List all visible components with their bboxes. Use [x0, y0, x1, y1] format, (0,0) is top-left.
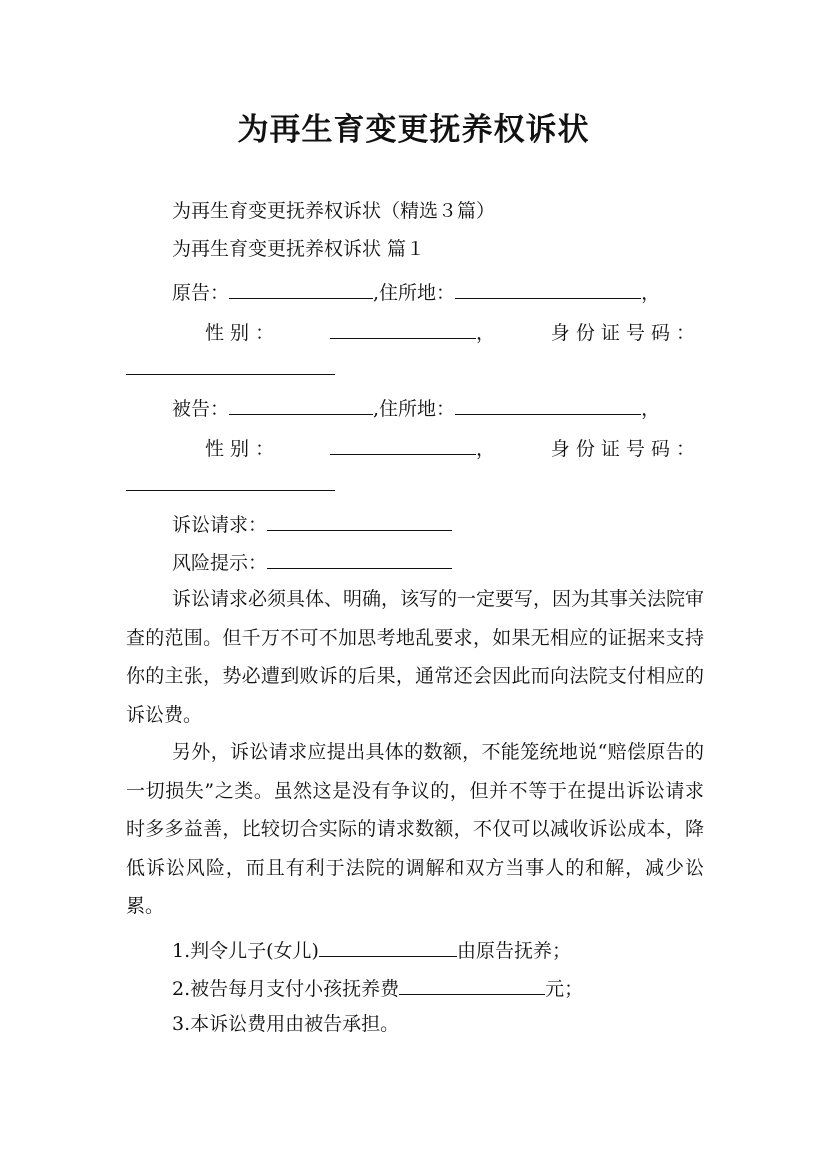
- claim-item-2-suffix: 元；: [545, 978, 584, 1000]
- support-amount-blank: [399, 976, 545, 995]
- defendant-gender-blank: [330, 436, 476, 455]
- plaintiff-residence-label: ,住所地：: [373, 282, 456, 304]
- plaintiff-gender-blank: [330, 320, 476, 339]
- defendant-id-label: 身 份 证 号 码 ：: [550, 438, 695, 460]
- plaintiff-name-blank: [229, 280, 373, 299]
- child-name-blank: [319, 938, 457, 957]
- claims-blank: [267, 512, 452, 531]
- plaintiff-label: 原告：: [172, 282, 230, 304]
- claim-item-1-suffix: 由原告抚养；: [456, 940, 571, 962]
- plaintiff-gender-field: [330, 318, 495, 345]
- defendant-line: [172, 396, 660, 419]
- paragraph-claims-guidance: 诉讼请求必须具体、明确，该写的一定要写，因为其事关法院审查的范围。但千万不可不加思考地乱要求，如果无相应的证据来支持你的主张，势必遭到败诉的后果，通常还会因此而向法院支付相应的诉讼费。: [126, 588, 705, 726]
- plaintiff-line: [172, 280, 660, 303]
- section-heading: 为再生育变更抚养权诉状 篇１: [172, 238, 426, 260]
- plaintiff-id-blank: [126, 374, 335, 375]
- risk-line: [172, 550, 452, 573]
- claim-item-3: 3.本诉讼费用由被告承担。: [172, 1013, 400, 1035]
- risk-blank: [267, 550, 452, 569]
- defendant-end-comma: ，: [641, 398, 661, 420]
- paragraph-amount-guidance: 另外，诉讼请求应提出具体的数额，不能笼统地说“赔偿原告的一切损失”之类。虽然这是没有争议的，但并不等于在提出诉讼请求时多多益善，比较切合实际的请求数额，不仅可以减收诉讼成本，降低诉讼风险，而且有利于法院的调解和双方当事人的和解，减少讼累。: [126, 741, 704, 917]
- plaintiff-gender-label: 性 别 ：: [205, 322, 275, 344]
- claims-line: [172, 512, 452, 535]
- risk-label: 风险提示：: [172, 552, 268, 574]
- claim-item-1: [172, 938, 571, 961]
- document-subtitle: 为再生育变更抚养权诉状（精选３篇）: [172, 200, 496, 222]
- defendant-name-blank: [229, 396, 373, 415]
- claim-item-2: [172, 976, 583, 999]
- defendant-gender-comma: ，: [475, 438, 495, 460]
- defendant-gender-label: 性 别 ：: [205, 438, 275, 460]
- claim-item-2-text: 2.被告每月支付小孩抚养费: [172, 978, 400, 1000]
- document-title: 为再生育变更抚养权诉状: [237, 112, 590, 148]
- plaintiff-residence-blank: [455, 280, 641, 299]
- defendant-gender-field: [330, 434, 495, 461]
- defendant-info-line: [205, 434, 695, 461]
- defendant-label: 被告：: [172, 398, 230, 420]
- plaintiff-id-label: 身 份 证 号 码 ：: [550, 322, 695, 344]
- plaintiff-end-comma: ，: [641, 282, 661, 304]
- defendant-residence-label: ,住所地：: [373, 398, 456, 420]
- plaintiff-info-line: [205, 318, 695, 345]
- defendant-id-blank: [126, 490, 335, 491]
- plaintiff-gender-comma: ，: [475, 322, 495, 344]
- claim-item-1-text: 1.判令儿子(女儿): [172, 940, 319, 962]
- claims-label: 诉讼请求：: [172, 514, 268, 536]
- defendant-residence-blank: [455, 396, 641, 415]
